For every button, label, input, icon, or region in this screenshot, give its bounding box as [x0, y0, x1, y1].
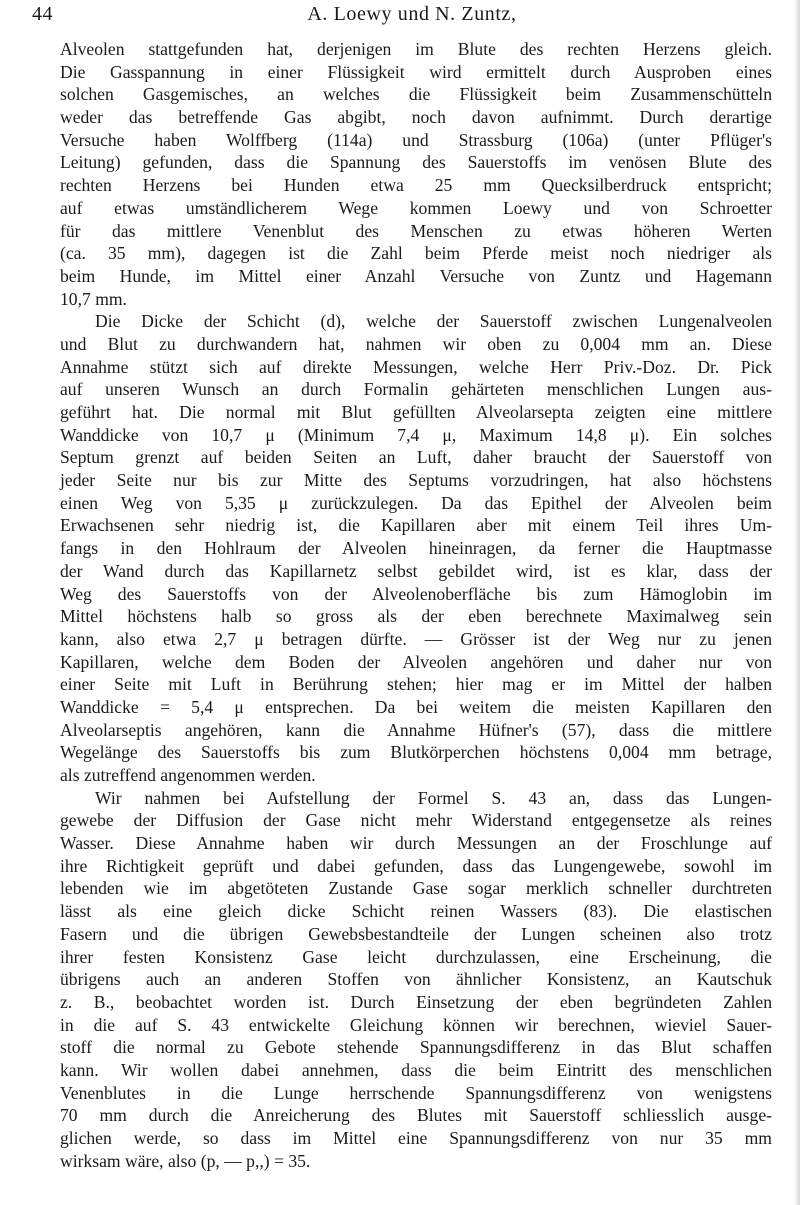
text-line: der Wand durch das Kapillarnetz selbst gebildet wird, ist es klar, dass der	[60, 560, 772, 581]
text-line: 70 mm durch die Anreicherung des Blutes mit Sauerstoff schliesslich ausge-	[60, 1105, 772, 1126]
text-line: Annahme stützt sich auf direkte Messungen, welche Herr Priv.-Doz. Dr. Pick	[60, 356, 772, 377]
text-line: stoff die normal zu Gebote stehende Spannungsdifferenz in das Blut schaffen	[60, 1037, 772, 1058]
running-title: A. Loewy und N. Zuntz,	[307, 3, 517, 25]
text-line: kann, also etwa 2,7 μ betragen dürfte. — Grösser ist der Weg nur zu jenen	[60, 628, 772, 649]
text-line: gewebe der Diffusion der Gase nicht mehr Widerstand entgegensetze als reines	[60, 810, 772, 831]
text-line: ihre Richtigkeit geprüft und dabei gefunden, dass das Lungengewebe, sowohl im	[60, 855, 772, 876]
text-line: wirksam wäre, also (p, — p,,) = 35.	[60, 1150, 311, 1171]
text-line: einer Seite mit Luft in Berührung stehen; hier mag er im Mittel der halben	[60, 674, 772, 695]
page-number: 44	[32, 3, 53, 25]
text-line: übrigens auch an anderen Stoffen von ähnlicher Konsistenz, an Kautschuk	[60, 969, 772, 990]
text-line: rechten Herzens bei Hunden etwa 25 mm Quecksilberdruck entspricht;	[60, 175, 772, 196]
text-line: Alveolen stattgefunden hat, derjenigen im Blute des rechten Herzens gleich.	[60, 39, 772, 59]
text-line: Mittel höchstens halb so gross als der eben berechnete Maximalweg sein	[60, 606, 772, 627]
text-line: kann. Wir wollen dabei annehmen, dass die beim Eintritt des menschlichen	[60, 1059, 772, 1080]
text-line: und Blut zu durchwandern hat, nahmen wir oben zu 0,004 mm an. Diese	[60, 333, 772, 354]
text-line: Septum grenzt auf beiden Seiten an Luft, daher braucht der Sauerstoff von	[60, 447, 772, 468]
text-line: glichen werde, so dass im Mittel eine Spannungsdifferenz von nur 35 mm	[60, 1128, 772, 1148]
text-line: Wanddicke von 10,7 μ (Minimum 7,4 μ, Maximum 14,8 μ). Ein solches	[60, 424, 772, 445]
text-line: fangs in den Hohlraum der Alveolen hineinragen, da ferner die Hauptmasse	[60, 538, 772, 559]
page-header	[32, 2, 780, 26]
text-line: geführt hat. Die normal mit Blut gefüllten Alveolarsepta zeigten eine mittlere	[60, 402, 772, 422]
scan-edge-shadow	[794, 0, 800, 1205]
text-line: für das mittlere Venenblut des Menschen zu etwas höheren Werten	[60, 220, 772, 241]
text-line: Wanddicke = 5,4 μ entsprechen. Da bei weitem die meisten Kapillaren den	[60, 696, 772, 717]
text-line: Die Dicke der Schicht (d), welche der Sauerstoff zwischen Lungenalveolen	[95, 311, 772, 332]
text-line: 10,7 mm.	[60, 288, 127, 309]
text-line: Fasern und die übrigen Gewebsbestandteile der Lungen scheinen also trotz	[60, 923, 772, 944]
text-line: einen Weg von 5,35 μ zurückzulegen. Da das Epithel der Alveolen beim	[60, 492, 772, 513]
text-line: solchen Gasgemisches, an welches die Flüssigkeit beim Zusammenschütteln	[60, 84, 772, 105]
text-line: Versuche haben Wolffberg (114a) und Strassburg (106a) (unter Pflüger's	[60, 129, 772, 150]
text-line: in die auf S. 43 entwickelte Gleichung können wir berechnen, wieviel Sauer-	[60, 1014, 772, 1035]
text-line: beim Hunde, im Mittel einer Anzahl Versuche von Zuntz und Hagemann	[60, 265, 772, 286]
text-line: weder das betreffende Gas abgibt, noch davon aufnimmt. Durch derartige	[60, 107, 772, 128]
text-line: z. B., beobachtet worden ist. Durch Einsetzung der eben begründeten Zahlen	[60, 991, 772, 1012]
text-line: lässt als eine gleich dicke Schicht reinen Wassers (83). Die elastischen	[60, 901, 772, 922]
text-line: Wir nahmen bei Aufstellung der Formel S. 43 an, dass das Lungen-	[95, 787, 772, 808]
text-line: Die Gasspannung in einer Flüssigkeit wird ermittelt durch Ausproben eines	[60, 61, 772, 82]
text-line: Erwachsenen sehr niedrig ist, die Kapillaren aber mit einem Teil ihres Um-	[60, 515, 772, 536]
text-line: auf unseren Wunsch an durch Formalin gehärteten menschlichen Lungen aus-	[60, 379, 772, 400]
text-line: (ca. 35 mm), dagegen ist die Zahl beim Pferde meist noch niedriger als	[60, 243, 772, 264]
body-text	[60, 38, 772, 1172]
text-line: Venenblutes in die Lunge herrschende Spannungsdifferenz von wenigstens	[60, 1082, 772, 1103]
text-line: lebenden wie im abgetöteten Zustande Gase sogar merklich schneller durchtreten	[60, 878, 772, 899]
text-line: ihrer festen Konsistenz Gase leicht durchzulassen, eine Erscheinung, die	[60, 946, 772, 967]
text-line: Kapillaren, welche dem Boden der Alveolen angehören und daher nur von	[60, 651, 772, 672]
text-line: Wegelänge des Sauerstoffs bis zum Blutkörperchen höchstens 0,004 mm betrage,	[60, 742, 772, 763]
text-line: Leitung) gefunden, dass die Spannung des Sauerstoffs im venösen Blute des	[60, 152, 772, 173]
text-line: Weg des Sauerstoffs von der Alveolenoberfläche bis zum Hämoglobin im	[60, 583, 772, 604]
text-line: auf etwas umständlicherem Wege kommen Loewy und von Schroetter	[60, 197, 772, 218]
text-line: als zutreffend angenommen werden.	[60, 765, 316, 785]
text-line: Alveolarseptis angehören, kann die Annahme Hüfner's (57), dass die mittlere	[60, 719, 772, 740]
text-line: jeder Seite nur bis zur Mitte des Septums vorzudringen, hat also höchstens	[60, 470, 772, 491]
text-line: Wasser. Diese Annahme haben wir durch Messungen an der Froschlunge auf	[60, 833, 772, 854]
